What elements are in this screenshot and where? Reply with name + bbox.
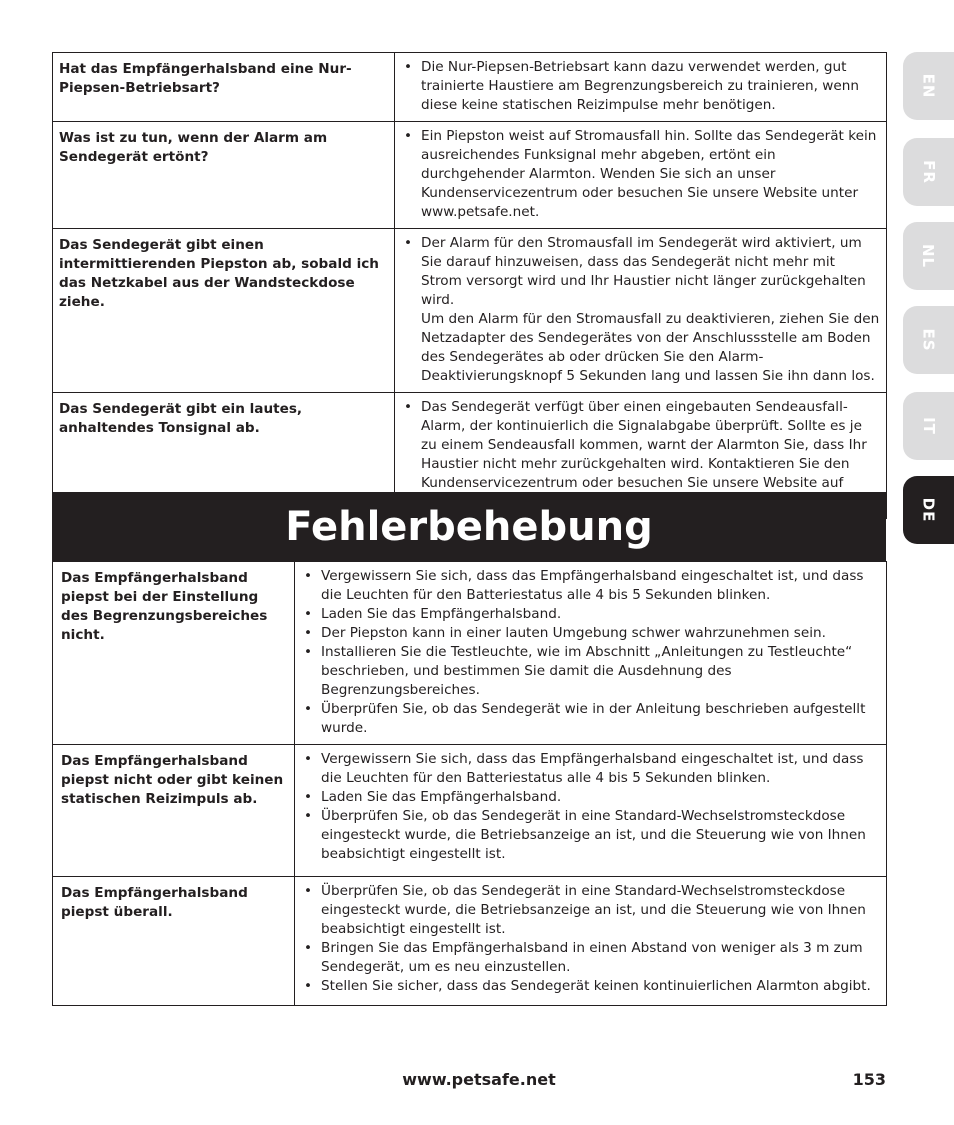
tab-label: ES <box>919 328 938 352</box>
tab-label: FR <box>919 160 938 184</box>
troubleshooting-section <box>52 492 886 1006</box>
faq-question: Das Sendegerät gibt ein lautes, anhaltendes Tonsignal ab. <box>53 393 395 519</box>
troubleshooting-row <box>53 877 887 1006</box>
faq-question: Das Sendegerät gibt einen intermittierenden Piepston ab, sobald ich das Netzkabel aus der Wandsteckdose ziehe. <box>53 229 395 393</box>
faq-question: Hat das Empfängerhalsband eine Nur-Piepsen-Betriebsart? <box>53 53 395 122</box>
answer-item: • Die Nur-Piepsen-Betriebsart kann dazu verwendet werden, gut trainierte Haustiere am Begrenzungsbereich zu trainieren, wenn diese keine statischen Reizimpulse mehr benötigen. <box>401 58 880 115</box>
problem-cell: Das Empfängerhalsband piepst überall. <box>53 877 295 1006</box>
problem-cell: Das Empfängerhalsband piepst nicht oder gibt keinen statischen Reizimpuls ab. <box>53 745 295 877</box>
section-banner <box>52 492 886 561</box>
section-title: Fehlerbehebung <box>285 504 653 550</box>
solutions-cell <box>295 562 887 745</box>
faq-answer <box>395 53 887 122</box>
solution-item: • Bringen Sie das Empfängerhalsband in einen Abstand von weniger als 3 m zum Sendegerät, um es neu einzustellen. <box>301 939 880 977</box>
solution-item: • Der Piepston kann in einer lauten Umgebung schwer wahrzunehmen sein. <box>301 624 880 643</box>
solution-item: • Überprüfen Sie, ob das Sendegerät in eine Standard-Wechselstromsteckdose eingesteckt wurde, die Betriebsanzeige an ist, und die Steuerung wie von Ihnen beabsichtigt eingestellt ist. <box>301 882 880 939</box>
tab-es[interactable] <box>903 306 954 374</box>
solutions-cell <box>295 745 887 877</box>
solution-item: • Vergewissern Sie sich, dass das Empfängerhalsband eingeschaltet ist, und dass die Leuchten für den Batteriestatus alle 4 bis 5 Sekunden blinken. <box>301 567 880 605</box>
faq-row <box>53 229 887 393</box>
faq-row <box>53 53 887 122</box>
solution-item: • Laden Sie das Empfängerhalsband. <box>301 605 880 624</box>
solution-item: • Stellen Sie sicher, dass das Sendegerät keinen kontinuierlichen Alarmton abgibt. <box>301 977 880 996</box>
faq-row <box>53 122 887 229</box>
solution-item: • Installieren Sie die Testleuchte, wie im Abschnitt „Anleitungen zu Testleuchte“ beschrieben, und bestimmen Sie damit die Ausdehnung des Begrenzungsbereiches. <box>301 643 880 700</box>
solution-item: • Vergewissern Sie sich, dass das Empfängerhalsband eingeschaltet ist, und dass die Leuchten für den Batteriestatus alle 4 bis 5 Sekunden blinken. <box>301 750 880 788</box>
solution-item: • Überprüfen Sie, ob das Sendegerät in eine Standard-Wechselstromsteckdose eingesteckt wurde, die Betriebsanzeige an ist, und die Steuerung wie von Ihnen beabsichtigt eingestellt ist. <box>301 807 880 864</box>
answer-item-continued: Um den Alarm für den Stromausfall zu deaktivieren, ziehen Sie den Netzadapter des Sendegerätes von der Anschlussstelle am Boden des Sendegerätes ab oder drücken Sie den Alarm-Deaktivierungsknopf 5 Sekunden lang und lassen Sie ihn dann los. <box>421 311 880 384</box>
troubleshooting-row <box>53 745 887 877</box>
faq-answer <box>395 122 887 229</box>
troubleshooting-table <box>52 561 887 1006</box>
answer-item: • Der Alarm für den Stromausfall im Sendegerät wird aktiviert, um Sie darauf hinzuweisen, dass das Sendegerät nicht mehr mit Strom versorgt wird und Ihr Haustier nicht länger zurückgehalten wird. <box>401 234 880 310</box>
footer-url[interactable]: www.petsafe.net <box>402 1070 556 1089</box>
solutions-cell <box>295 877 887 1006</box>
answer-item: • Ein Piepston weist auf Stromausfall hin. Sollte das Sendegerät kein ausreichendes Funksignal mehr abgeben, ertönt ein durchgehender Alarmton. Wenden Sie sich an unser Kundenservicezentrum oder besuchen Sie unsere Website unter www.petsafe.net. <box>401 127 880 222</box>
tab-de[interactable] <box>903 476 954 544</box>
troubleshooting-row <box>53 562 887 745</box>
tab-en[interactable] <box>903 52 954 120</box>
faq-table <box>52 52 887 519</box>
faq-answer <box>395 229 887 393</box>
page-number: 153 <box>852 1070 886 1089</box>
tab-label: DE <box>919 497 938 523</box>
tab-label: EN <box>919 73 938 99</box>
tab-it[interactable] <box>903 392 954 460</box>
tab-label: IT <box>919 417 938 435</box>
tab-fr[interactable] <box>903 138 954 206</box>
solution-item: • Überprüfen Sie, ob das Sendegerät wie in der Anleitung beschrieben aufgestellt wurde. <box>301 700 880 738</box>
problem-cell: Das Empfängerhalsband piepst bei der Einstellung des Begrenzungsbereiches nicht. <box>53 562 295 745</box>
tab-nl[interactable] <box>903 222 954 290</box>
solution-item: • Laden Sie das Empfängerhalsband. <box>301 788 880 807</box>
faq-question: Was ist zu tun, wenn der Alarm am Sendegerät ertönt? <box>53 122 395 229</box>
tab-label: NL <box>919 243 938 269</box>
answer-item: • Das Sendegerät verfügt über einen eingebauten Sendeausfall-Alarm, der kontinuierlich die Signalabgabe überprüft. Sollte es je zu einem Sendeausfall kommen, warnt der Alarmton Sie, dass Ihr Haustier nicht mehr zurückgehalten wird. Kontaktieren Sie den Kundenservicezentrum oder besuchen Sie unsere Website auf <box>401 398 880 512</box>
